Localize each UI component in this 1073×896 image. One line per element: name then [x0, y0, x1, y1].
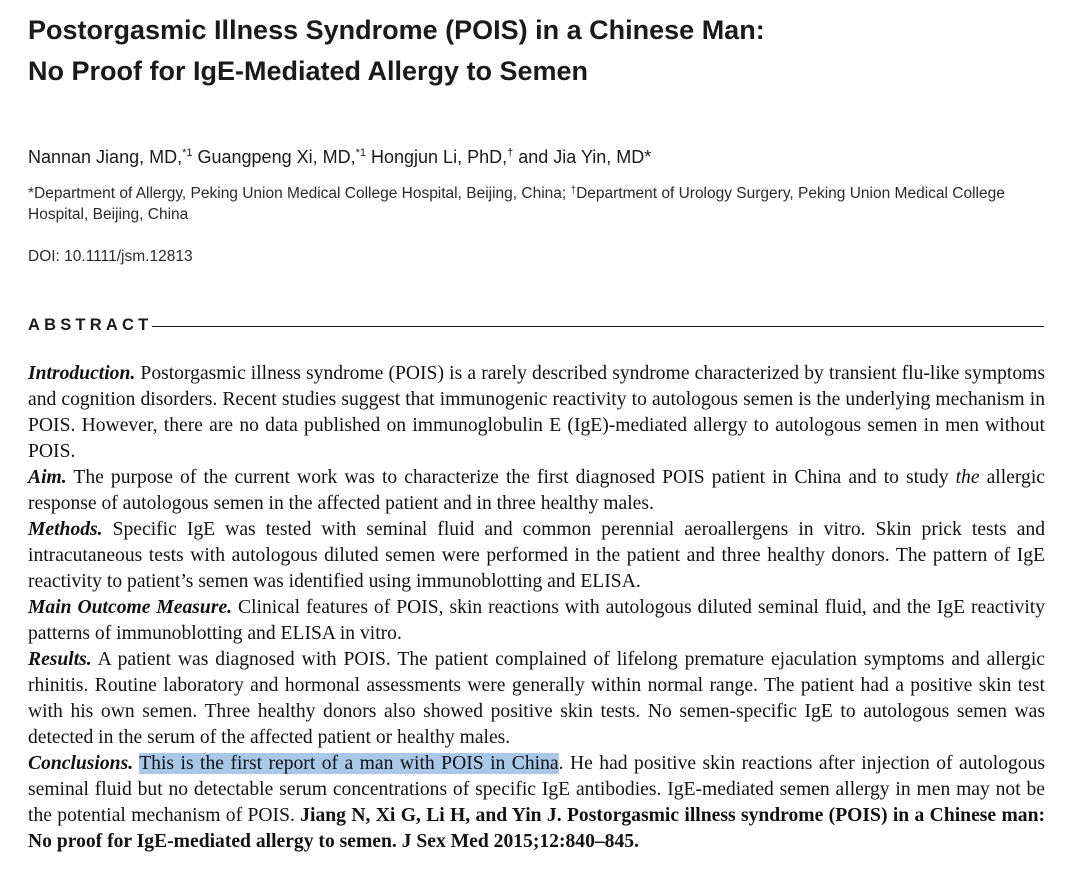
article-title	[28, 10, 1038, 92]
abstract-methods	[28, 517, 1045, 595]
aim-text-a: The purpose of the current work was to characterize the first diagnosed POIS patient in China and to study	[66, 467, 956, 488]
author-3: Hongjun Li, PhD,	[366, 147, 508, 167]
introduction-text: Postorgasmic illness syndrome (POIS) is a rarely described syndrome characterized by transient flu-like symptoms and cognition disorders. Recent studies suggest that immunogenic reactivity to autologous semen is the underlying mechanism in POIS. However, there are no data published on immunoglobulin E (IgE)-mediated allergy to autologous semen in men without POIS.	[28, 363, 1045, 462]
doi[interactable]: DOI: 10.1111/jsm.12813	[28, 248, 193, 265]
aim-label: Aim.	[28, 467, 67, 488]
author-1: Nannan Jiang, MD,	[28, 147, 183, 167]
author-1-mark: *1	[182, 147, 193, 159]
results-label: Results.	[28, 649, 92, 670]
abstract-main-outcome	[28, 595, 1045, 647]
aim-text-b: allergic response of autologous semen in the affected patient and in three healthy males.	[28, 467, 1045, 514]
conclusions-text: . He had positive skin reactions after injection of autologous seminal fluid but no detectable serum concentrations of specific IgE antibodies. IgE-mediated semen allergy in men may not be the potential mechanism of POIS.	[28, 753, 1046, 826]
methods-text: Specific IgE was tested with seminal fluid and common perennial aeroallergens in vitro. Skin prick tests and intracutaneous tests with autologous diluted semen were performed in the patient and three healthy donors. The pattern of IgE reactivity to patient’s semen was identified using immunoblotting and ELISA.	[28, 519, 1045, 592]
abstract-divider	[152, 326, 1044, 327]
abstract-heading	[28, 312, 1044, 338]
abstract-aim	[28, 465, 1045, 517]
methods-label: Methods.	[28, 519, 103, 540]
abstract-label: ABSTRACT	[28, 315, 153, 334]
abstract-introduction	[28, 361, 1045, 465]
citation: Jiang N, Xi G, Li H, and Yin J. Postorgasmic illness syndrome (POIS) in a Chinese man: No proof for IgE-mediated allergy to semen. J Sex Med 2015;12:840–845.	[28, 805, 1045, 852]
author-2: Guangpeng Xi, MD,	[192, 147, 356, 167]
abstract-conclusions	[28, 751, 1045, 855]
conclusions-label: Conclusions.	[28, 753, 134, 774]
affiliation-2-mark: †	[570, 185, 577, 196]
author-4: and Jia Yin, MD*	[513, 147, 652, 167]
affiliations	[28, 183, 1046, 225]
highlighted-text[interactable]: This is the first report of a man with POIS in China	[139, 753, 559, 774]
aim-text-italic: the	[955, 467, 980, 488]
abstract-body	[28, 361, 1045, 855]
article-page	[28, 0, 1046, 896]
affiliation-2: Department of Urology Surgery, Peking Union Medical College Hospital, Beijing, China	[28, 185, 1005, 223]
results-text: A patient was diagnosed with POIS. The patient complained of lifelong premature ejaculation symptoms and allergic rhinitis. Routine laboratory and hormonal assessments were generally within normal range. The patient had a positive skin test with his own semen. Three healthy donors also showed positive skin tests. No semen-specific IgE to autologous semen was detected in the serum of the affected patient or healthy males.	[28, 649, 1045, 748]
abstract-results	[28, 647, 1045, 751]
author-3-mark: †	[507, 147, 514, 159]
author-list	[28, 144, 651, 170]
title-line-1: Postorgasmic Illness Syndrome (POIS) in a Chinese Man:	[28, 15, 765, 45]
title-line-2: No Proof for IgE-Mediated Allergy to Semen	[28, 56, 589, 86]
introduction-label: Introduction.	[28, 363, 136, 384]
main-outcome-label: Main Outcome Measure.	[28, 597, 233, 618]
affiliation-1: *Department of Allergy, Peking Union Medical College Hospital, Beijing, China;	[28, 185, 571, 202]
main-outcome-text: Clinical features of POIS, skin reactions with autologous diluted seminal fluid, and the IgE reactivity patterns of immunoblotting and ELISA in vitro.	[28, 597, 1046, 644]
author-2-mark: *1	[355, 147, 366, 159]
